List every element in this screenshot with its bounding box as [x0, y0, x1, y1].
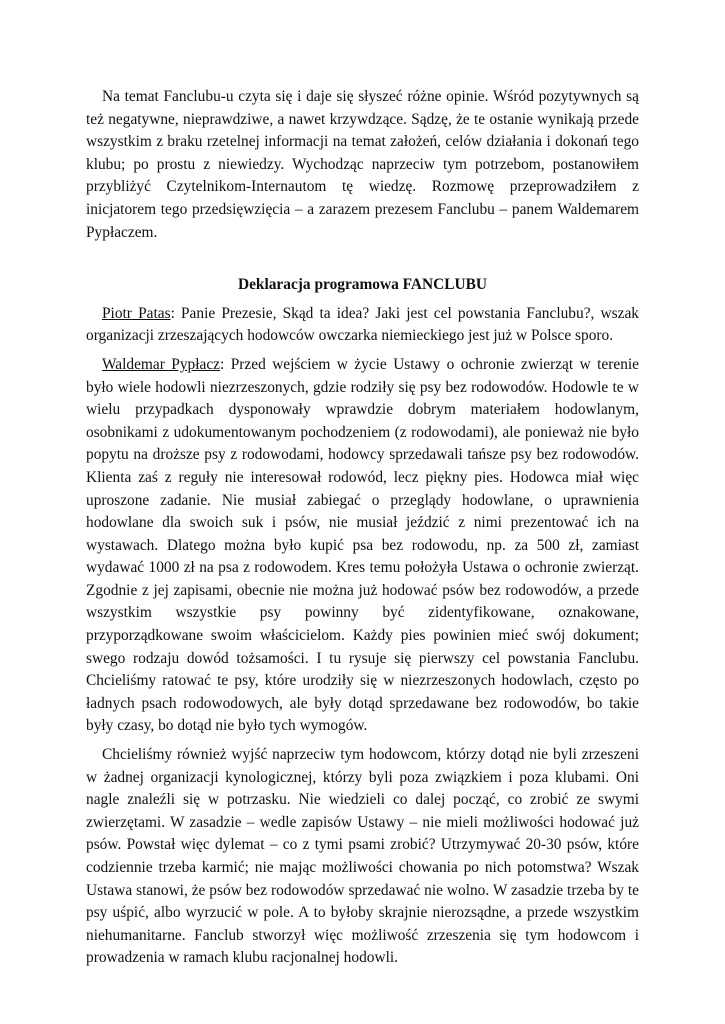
answer-paragraph [86, 354, 639, 738]
answer-text: : Przed wejściem w życie Ustawy o ochronie zwierząt w terenie było wiele hodowli niezrzeszonych, gdzie rodziły się psy bez rodowodów. Hodowle te w wielu przypadkach dysponowały wprawdzie dobrym materiałem hodowlanym, osobnikami z udokumentowanym pochodzeniem (z rodowodami), ale ponieważ nie było popytu na droższe psy z rodowodami, hodowcy sprzedawali tańsze psy bez rodowodów. Klienta zaś z reguły nie interesował rodowód, lecz piękny pies. Hodowca miał więc uproszone zadanie. Nie musiał zabiegać o przeglądy hodowlane, o uprawnienia hodowlane dla swoich suk i psów, nie musiał jeździć z nimi prezentować ich na wystawach. Dlatego można było kupić psa bez rodowodu, np. za 500 zł, zamiast wydawać 1000 zł na psa z rodowodem. Kres temu położyła Ustawa o ochronie zwierząt. Zgodnie z jej zapisami, obecnie nie można już hodować psów bez rodowodów, a przede wszystkim wszystkie psy powinny być zidentyfikowane, oznakowane, przyporządkowane swoim właścicielom. Każdy pies powinien mieć swój dokument; swego rodzaju dowód tożsamości. I tu rysuje się pierwszy cel powstania Fanclubu. Chcieliśmy ratować te psy, które urodziły się w niezrzeszonych hodowlach, często po ładnych psach rodowodowych, ale były dotąd sprzedawane bez rodowodów, bo takie były czasy, bo dotąd nie było tych wymogów. [86, 355, 640, 735]
question-paragraph [86, 303, 639, 348]
section-heading: Deklaracja programowa FANCLUBU [237, 276, 488, 294]
question-text: : Panie Prezesie, Skąd ta idea? Jaki jest cel powstania Fanclubu?, wszak organizacji zrzeszających hodowców owczarka niemieckiego jest już w Polsce sporo. [86, 304, 639, 345]
answer-continuation-paragraph: Chcieliśmy również wyjść naprzeciw tym hodowcom, którzy dotąd nie byli zrzeszeni w żadnej organizacji kynologicznej, którzy byli poza związkiem i poza klubami. Oni nagle znaleźli się w potrzasku. Nie wiedzieli co dalej począć, co zrobić ze swymi zwierzętami. W zasadzie – wedle zapisów Ustawy – nie mieli możliwości hodować już psów. Powstał więc dylemat – co z tymi psami zrobić? Utrzymywać 20-30 psów, które codziennie trzeba karmić; nie mając możliwości chowania po nich potomstwa? Wszak Ustawa stanowi, że psów bez rodowodów sprzedawać nie wolno. W zasadzie trzeba by te psy uśpić, albo wyrzucić w pole. A to byłoby skrajnie nierozsądne, a przede wszystkim niehumanitarne. Fanclub stworzył więc możliwość zrzeszenia się tym hodowcom i prowadzenia w ramach klubu racjonalnej hodowli. [86, 746, 639, 967]
interviewee-name: Waldemar Pypłacz [102, 355, 221, 373]
document-page [86, 86, 639, 970]
intro-paragraph: Na temat Fanclubu-u czyta się i daje się słyszeć różne opinie. Wśród pozytywnych są też negatywne, nieprawdziwe, a nawet krzywdzące. Sądzę, że te ostanie wynikają przede wszystkim z braku rzetelnej informacji na temat założeń, celów działania i dokonań tego klubu; po prostu z niewiedzy. Wychodząc naprzeciw tym potrzebom, postanowiłem przybliżyć Czytelnikom-Internautom tę wiedzę. Rozmowę przeprowadziłem z inicjatorem tego przedsięwzięcia – a zarazem prezesem Fanclubu – panem Waldemarem Pypłaczem. [86, 88, 639, 241]
interviewer-name: Piotr Patas [102, 304, 171, 322]
